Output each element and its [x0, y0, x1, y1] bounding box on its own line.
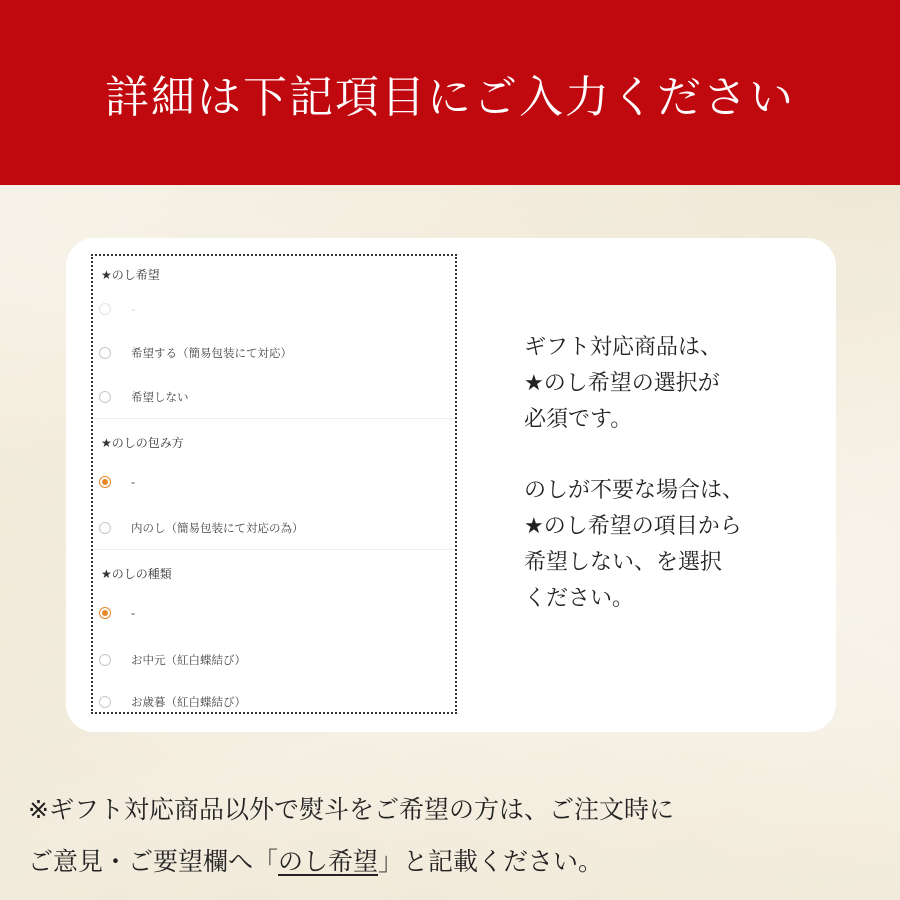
footer-emphasis: のし希望 [278, 847, 379, 876]
radio-button[interactable] [99, 303, 111, 315]
option-type-ochugen[interactable] [99, 652, 246, 668]
note-line: ギフト対応商品は、 [524, 335, 723, 360]
radio-button[interactable] [99, 522, 111, 534]
radio-button[interactable] [99, 654, 111, 666]
radio-button[interactable] [99, 347, 111, 359]
option-label: - [131, 475, 136, 489]
section-title-noshi-request: ★のし希望 [101, 268, 160, 282]
section-title-wrapping: ★のしの包み方 [101, 436, 184, 450]
option-label: お中元（紅白蝶結び） [131, 653, 246, 667]
option-noshi-request-yes[interactable] [99, 345, 292, 361]
note-line: ください。 [524, 586, 635, 611]
noshi-form-screenshot [91, 254, 457, 714]
footer-note [28, 784, 888, 888]
header-title: 詳細は下記項目にご入力ください [105, 71, 795, 123]
note-line: のしが不要な場合は、 [524, 478, 745, 503]
option-type-oseibo[interactable] [99, 694, 246, 710]
option-label: - [131, 606, 136, 620]
option-label: 希望する（簡易包装にて対応） [131, 346, 292, 360]
option-wrapping-none[interactable] [99, 475, 135, 489]
option-label: - [131, 302, 136, 316]
section-divider [93, 549, 455, 550]
footer-text: ご意見・ご要望欄へ「 [28, 847, 279, 876]
option-type-none[interactable] [99, 606, 135, 620]
note-line: 希望しない、を選択 [524, 550, 723, 575]
footer-line-2 [28, 836, 888, 888]
radio-button-selected[interactable] [99, 476, 111, 488]
note-line: ★のし希望の項目から [524, 514, 742, 539]
note-line: 必須です。 [524, 407, 633, 432]
radio-button-selected[interactable] [99, 607, 111, 619]
header-banner [0, 0, 900, 185]
option-label: 内のし（簡易包装にて対応の為） [131, 521, 304, 535]
footer-line-1: ※ギフト対応商品以外で熨斗をご希望の方は、ご注文時に [28, 795, 674, 824]
instruction-note [524, 330, 824, 617]
option-noshi-request-none[interactable] [99, 302, 135, 316]
option-label: 希望しない [131, 390, 189, 404]
option-wrapping-inner[interactable] [99, 520, 304, 536]
radio-button[interactable] [99, 696, 111, 708]
section-title-noshi-type: ★のしの種類 [101, 567, 172, 581]
note-line: ★のし希望の選択が [524, 371, 720, 396]
footer-text: 」と記載ください。 [378, 847, 604, 876]
radio-button[interactable] [99, 391, 111, 403]
option-label: お歳暮（紅白蝶結び） [131, 695, 246, 709]
option-noshi-request-no[interactable] [99, 389, 189, 405]
section-divider [93, 418, 455, 419]
